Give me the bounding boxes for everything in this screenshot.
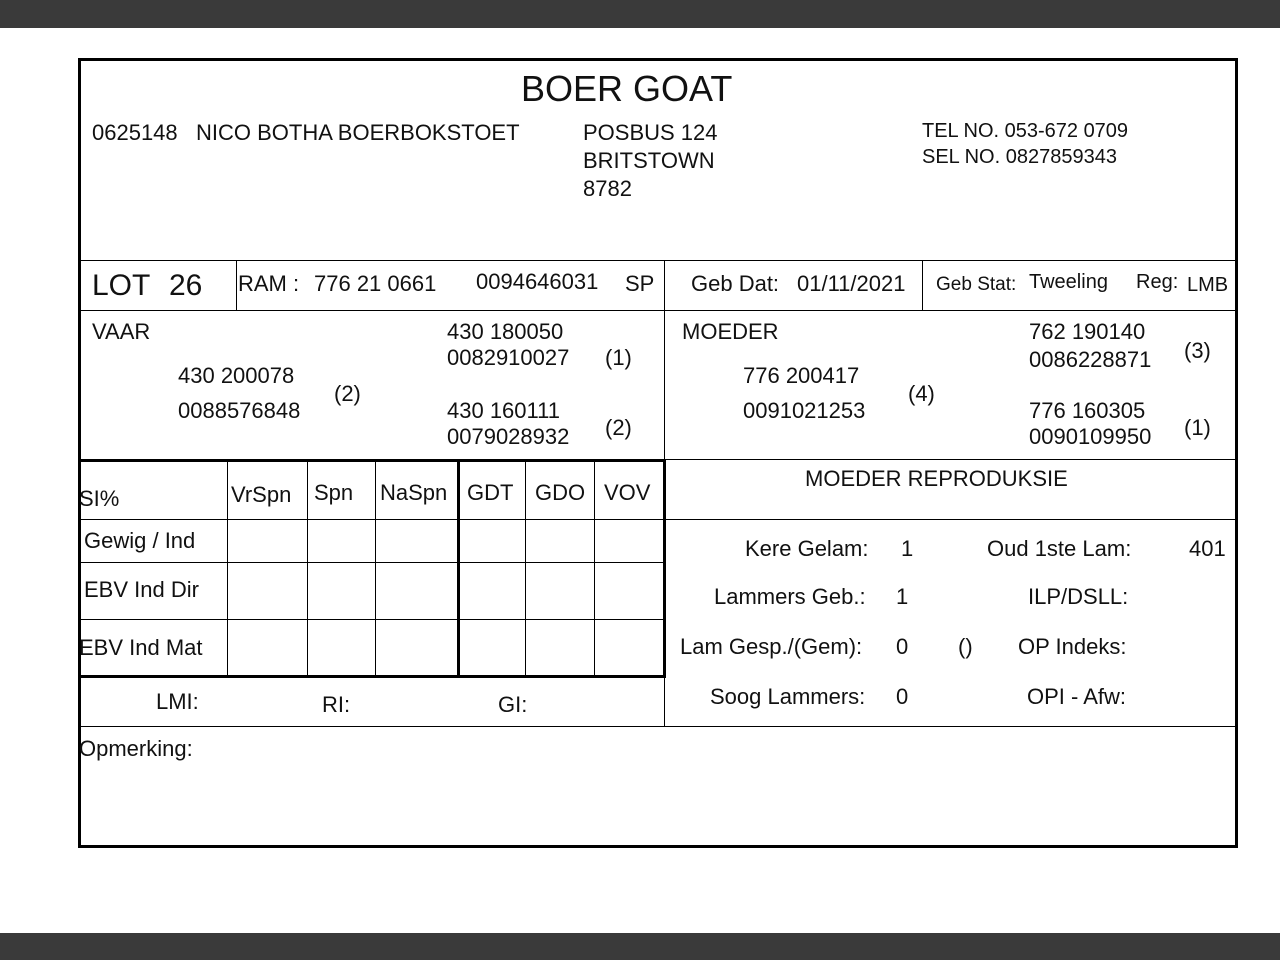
divider-line xyxy=(81,310,1238,311)
dam-dam-reg: 0090109950 xyxy=(1029,424,1152,449)
opi-label: OPI - Afw: xyxy=(1027,684,1127,709)
goat-info-card xyxy=(78,58,1238,848)
birth-date: 01/11/2021 xyxy=(797,271,906,296)
birth-status-label: Geb Stat: xyxy=(936,274,1017,295)
ri-label: RI: xyxy=(322,692,351,717)
moeder-label: MOEDER xyxy=(682,319,779,344)
oud-label: Oud 1ste Lam: xyxy=(987,536,1132,561)
reg-value: LMB xyxy=(1187,274,1229,296)
op-indeks-label: OP Indeks: xyxy=(1018,634,1127,659)
soog-value: 0 xyxy=(896,684,909,709)
soog-label: Soog Lammers: xyxy=(710,684,866,709)
lam-gesp-value: 0 xyxy=(896,634,909,659)
lot-label: LOT xyxy=(92,269,151,302)
lot-number: 26 xyxy=(169,269,203,302)
sire-note: (2) xyxy=(334,381,361,406)
ebv-column-header: VrSpn xyxy=(231,482,292,507)
dam-sire-reg: 0086228871 xyxy=(1029,347,1152,372)
ebv-table-line xyxy=(81,519,664,520)
birth-status: Tweeling xyxy=(1029,271,1108,293)
ebv-table-line xyxy=(227,459,228,677)
ram-id: 776 21 0661 xyxy=(314,271,437,296)
ebv-table-border xyxy=(81,675,666,678)
sire-dam-reg: 0079028932 xyxy=(447,424,570,449)
divider-line xyxy=(81,726,1238,727)
dam-sire-id: 762 190140 xyxy=(1029,319,1146,344)
sire-dam-id: 430 160111 xyxy=(447,398,560,423)
ebv-column-header: GDT xyxy=(467,480,514,505)
divider-line xyxy=(922,260,923,310)
sire-sire-id: 430 180050 xyxy=(447,319,564,344)
ebv-row-label: EBV Ind Dir xyxy=(84,577,199,602)
sel-number: SEL NO. 0827859343 xyxy=(922,146,1117,168)
ilp-label: ILP/DSLL: xyxy=(1028,584,1129,609)
vaar-label: VAAR xyxy=(92,319,151,344)
divider-line xyxy=(236,260,237,310)
divider-line xyxy=(81,260,1238,261)
divider-line xyxy=(664,519,1238,520)
ram-reg-number: 0094646031 xyxy=(476,269,599,294)
dam-sire-note: (3) xyxy=(1184,338,1211,363)
dam-reg: 0091021253 xyxy=(743,398,866,423)
address-line-3: 8782 xyxy=(583,176,632,201)
remarks-label: Opmerking: xyxy=(79,736,193,761)
lammers-geb-value: 1 xyxy=(896,584,909,609)
ram-label: RAM : xyxy=(238,271,300,296)
sire-id: 430 200078 xyxy=(178,363,295,388)
ebv-column-header: NaSpn xyxy=(380,480,448,505)
lam-gesp-label: Lam Gesp./(Gem): xyxy=(680,634,863,659)
lammers-geb-label: Lammers Geb.: xyxy=(714,584,866,609)
dam-id: 776 200417 xyxy=(743,363,860,388)
sire-reg: 0088576848 xyxy=(178,398,301,423)
ebv-table-line xyxy=(375,459,376,677)
ebv-table-line xyxy=(594,459,595,677)
ebv-row-label: EBV Ind Mat xyxy=(79,635,203,660)
oud-value: 401 xyxy=(1189,536,1226,561)
reg-label: Reg: xyxy=(1136,271,1179,293)
kere-gelam-label: Kere Gelam: xyxy=(745,536,869,561)
dam-dam-id: 776 160305 xyxy=(1029,398,1146,423)
page-title: BOER GOAT xyxy=(521,68,733,109)
ebv-column-header: Spn xyxy=(314,480,354,505)
breeder-name: NICO BOTHA BOERBOKSTOET xyxy=(196,120,520,145)
breeder-number: 0625148 xyxy=(92,120,178,145)
sire-sire-reg: 0082910027 xyxy=(447,345,570,370)
birth-date-label: Geb Dat: xyxy=(691,271,780,296)
ebv-column-header: VOV xyxy=(604,480,651,505)
address-line-2: BRITSTOWN xyxy=(583,148,715,173)
sire-dam-note: (2) xyxy=(605,415,632,440)
sire-sire-note: (1) xyxy=(605,345,632,370)
ebv-table-line xyxy=(81,562,664,563)
dam-dam-note: (1) xyxy=(1184,415,1211,440)
ebv-row-label: Gewig / Ind xyxy=(84,528,196,553)
lmi-label: LMI: xyxy=(156,689,199,714)
kere-gelam-value: 1 xyxy=(901,536,914,561)
bottom-bar xyxy=(0,933,1280,960)
reproduction-title: MOEDER REPRODUKSIE xyxy=(805,466,1068,491)
sp-code: SP xyxy=(625,271,655,296)
top-bar xyxy=(0,0,1280,28)
address-line-1: POSBUS 124 xyxy=(583,120,718,145)
ebv-table-border xyxy=(81,459,666,462)
ebv-column-header: GDO xyxy=(535,480,586,505)
dam-note: (4) xyxy=(908,381,935,406)
ebv-corner-label: SI% xyxy=(79,486,120,511)
ebv-table-line xyxy=(81,619,664,620)
tel-number: TEL NO. 053-672 0709 xyxy=(922,120,1129,142)
ebv-table-line xyxy=(457,459,460,677)
ebv-table-line xyxy=(307,459,308,677)
ebv-table-border xyxy=(663,459,666,677)
ebv-table-line xyxy=(525,459,526,677)
lam-gem-value: () xyxy=(958,634,973,659)
gi-label: GI: xyxy=(498,692,528,717)
